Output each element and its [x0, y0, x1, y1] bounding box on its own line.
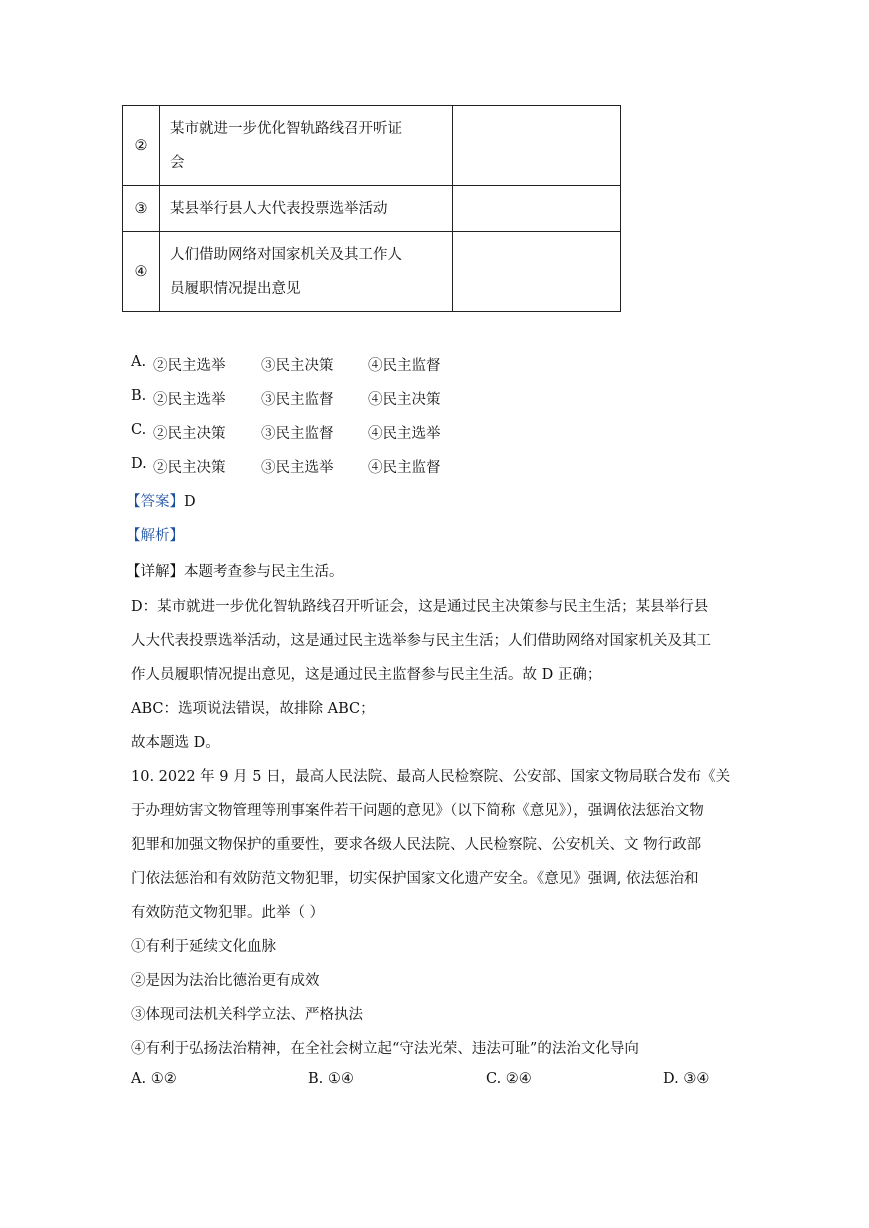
choice-b: B. ①④	[308, 1071, 354, 1087]
blank-cell	[453, 186, 621, 232]
table-row	[123, 106, 621, 186]
choice-c: C. ②④	[486, 1071, 532, 1087]
question-text-line: 10. 2022 年 9 月 5 日，最高人民法院、最高人民检察院、公安部、国家文物局联合发布《关	[131, 769, 731, 785]
choice-d: D. ③④	[663, 1071, 710, 1087]
row-text	[160, 106, 453, 186]
statement-2: ②是因为法治比德治更有成效	[131, 973, 320, 989]
statement-3: ③体现司法机关科学立法、严格执法	[131, 1007, 363, 1023]
row-number: ②	[123, 106, 160, 186]
option-letter: A.	[131, 354, 147, 370]
answer-line	[126, 490, 196, 511]
blank-cell	[453, 232, 621, 312]
option-part: ③民主监督	[261, 426, 334, 442]
explanation-line: 人大代表投票选举活动，这是通过民主选举参与民主生活；人们借助网络对国家机关及其工	[131, 633, 711, 649]
explanation-line: 作人员履职情况提出意见，这是通过民主监督参与民主生活。故 D 正确；	[131, 667, 602, 683]
row-text-line: 员履职情况提出意见	[170, 280, 301, 297]
row-text-line: 人们借助网络对国家机关及其工作人	[170, 246, 402, 263]
option-part: ②民主决策	[153, 460, 226, 476]
option-part: ②民主选举	[153, 392, 226, 408]
answer-value: D	[184, 494, 196, 510]
option-b	[131, 388, 441, 408]
option-part: ③民主决策	[261, 358, 334, 374]
explanation-line: ABC：选项说法错误，故排除 ABC；	[131, 701, 375, 717]
question-text-line: 有效防范文物犯罪。此举（ ）	[131, 905, 325, 921]
option-part: ②民主决策	[153, 426, 226, 442]
blank-cell	[453, 106, 621, 186]
option-part: ④民主监督	[368, 460, 441, 476]
statement-1: ①有利于延续文化血脉	[131, 939, 276, 955]
row-text-line: 某市就进一步优化智轨路线召开听证	[170, 120, 402, 137]
explanation-line: D：某市就进一步优化智轨路线召开听证会，这是通过民主决策参与民主生活；某县举行县	[131, 599, 709, 615]
question-text-line: 于办理妨害文物管理等刑事案件若干问题的意见》（以下简称《意见》），强调依法惩治文物	[131, 803, 704, 819]
row-text-line: 某县举行县人大代表投票选举活动	[170, 200, 388, 217]
table-row	[123, 186, 621, 232]
question-table	[122, 105, 621, 312]
option-part: ④民主监督	[368, 358, 441, 374]
question-text-line: 犯罪和加强文物保护的重要性，要求各级人民法院、人民检察院、公安机关、文 物行政部	[131, 837, 702, 853]
detail-line: 【详解】本题考查参与民主生活。	[126, 564, 344, 580]
statement-4: ④有利于弘扬法治精神，在全社会树立起“守法光荣、违法可耻”的法治文化导向	[131, 1041, 639, 1057]
question-text-line: 门依法惩治和有效防范文物犯罪，切实保护国家文化遗产安全。《意见》强调, 依法惩治和	[131, 871, 699, 887]
option-part: ③民主监督	[261, 392, 334, 408]
row-number: ④	[123, 232, 160, 312]
option-a	[131, 354, 441, 374]
option-part: ③民主选举	[261, 460, 334, 476]
row-number: ③	[123, 186, 160, 232]
answer-label: 【答案】	[126, 494, 184, 510]
analysis-label: 【解析】	[126, 528, 184, 544]
option-letter: C.	[131, 422, 147, 438]
table-row	[123, 232, 621, 312]
choice-a: A. ①②	[131, 1071, 177, 1087]
row-text-line: 会	[170, 154, 185, 171]
option-letter: D.	[131, 456, 147, 472]
option-part: ②民主选举	[153, 358, 226, 374]
row-text	[160, 232, 453, 312]
row-text	[160, 186, 453, 232]
option-c	[131, 422, 441, 442]
option-part: ④民主选举	[368, 426, 441, 442]
option-part: ④民主决策	[368, 392, 441, 408]
option-d	[131, 456, 441, 476]
explanation-line: 故本题选 D。	[131, 735, 220, 751]
option-letter: B.	[131, 388, 147, 404]
